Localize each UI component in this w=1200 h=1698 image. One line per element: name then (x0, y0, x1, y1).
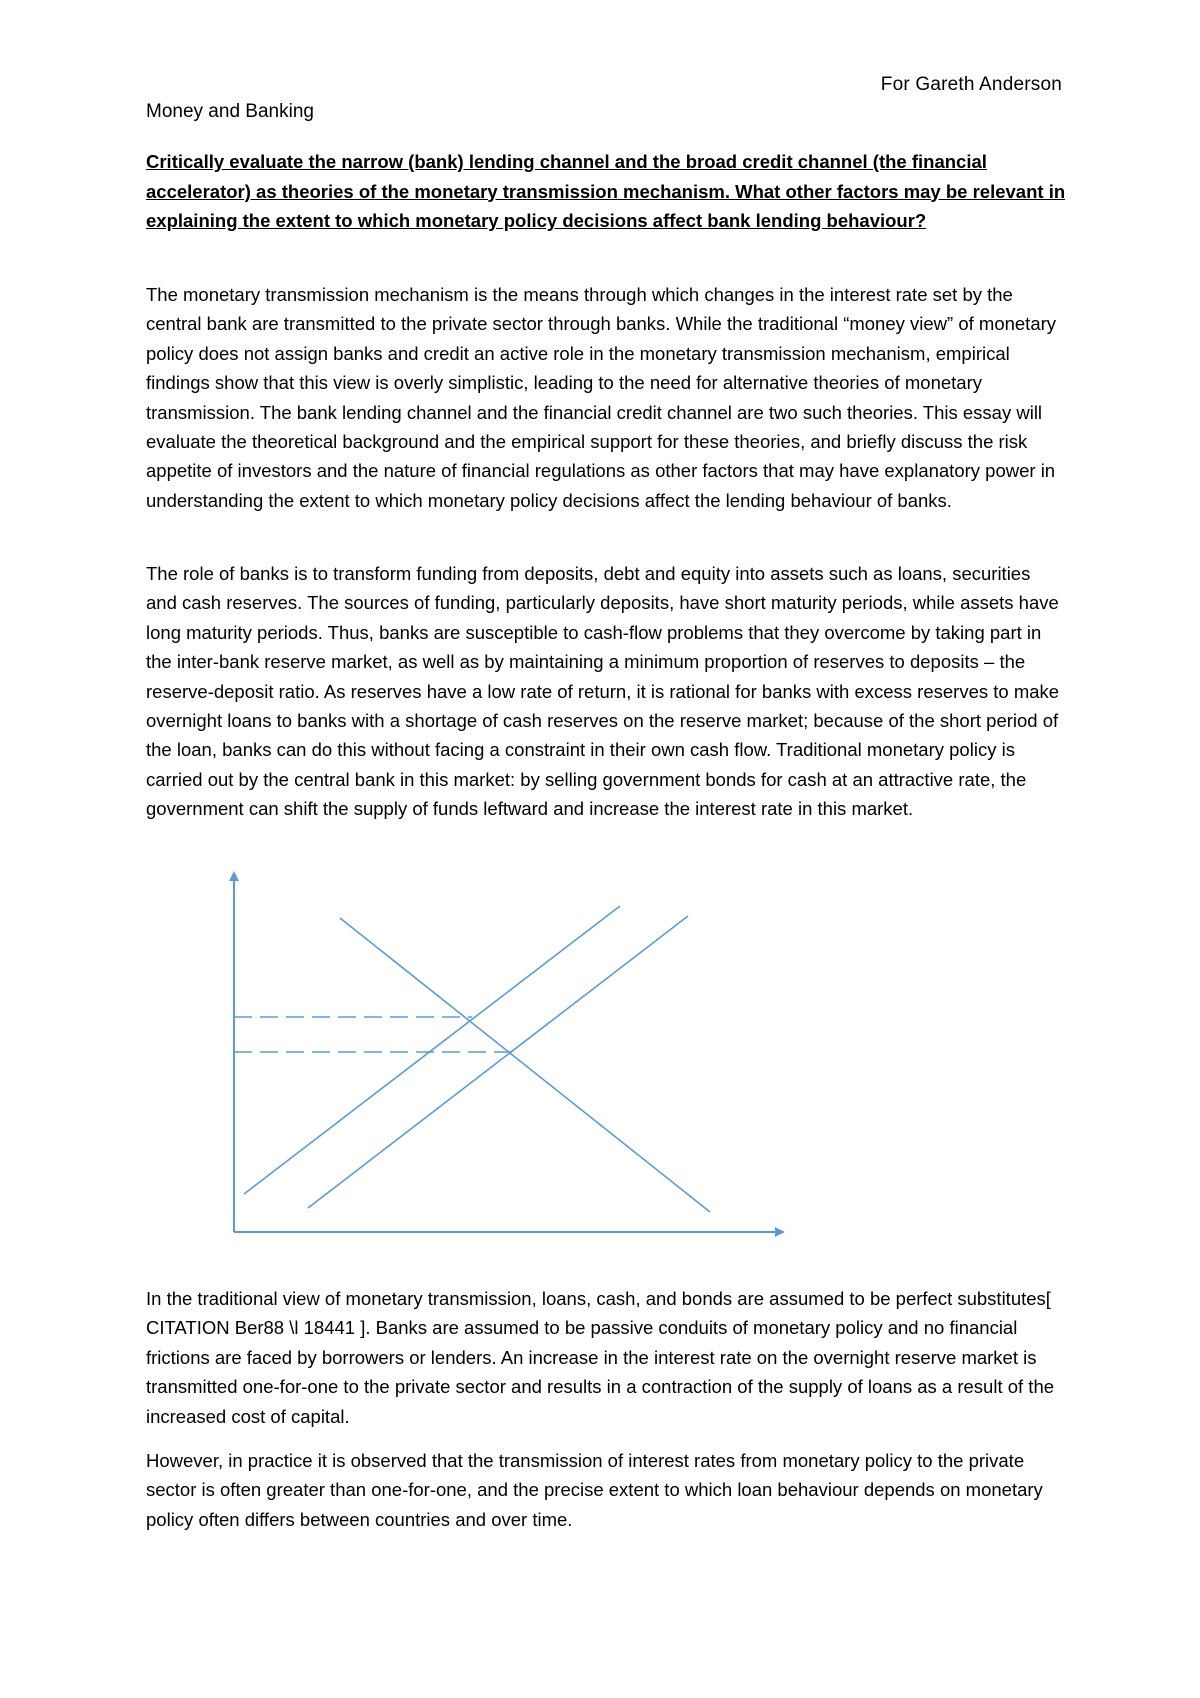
paragraph-1: The monetary transmission mechanism is the means through which changes in the interest rate set by the central bank are transmitted to the private sector through banks. While the traditional “money view” of monetary policy does not assign banks and credit an active role in the monetary transmission mechanism, empirical findings show that this view is overly simplistic, leading to the need for alternative theories of monetary transmission. The bank lending channel and the financial credit channel are two such theories. This essay will evaluate the theoretical background and the empirical support for these theories, and briefly discuss the risk appetite of investors and the nature of financial regulations as other factors that may have explanatory power in understanding the extent to which monetary policy decisions affect the lending behaviour of banks. (146, 284, 1057, 511)
course-title: Money and Banking (146, 101, 314, 122)
supply-demand-diagram (220, 866, 790, 1241)
supply-curve-shifted (244, 906, 620, 1194)
supply-curve-original (308, 916, 688, 1208)
author-line: For Gareth Anderson (880, 74, 1062, 95)
essay-question: Critically evaluate the narrow (bank) lending channel and the broad credit channel (the financial accelerator) as theories of the monetary transmission mechanism. What other factors may be relevant in explaining the extent to which monetary policy decisions affect bank lending behaviour? (146, 151, 1066, 231)
paragraph-4: However, in practice it is observed that the transmission of interest rates from monetary policy to the private sector is often greater than one-for-one, and the precise extent to which loan behaviour depends on monetary policy often differs between countries and over time. (146, 1450, 1043, 1530)
paragraph-2: The role of banks is to transform funding from deposits, debt and equity into assets such as loans, securities and cash reserves. The sources of funding, particularly deposits, have short maturity periods, while assets have long maturity periods. Thus, banks are susceptible to cash-flow problems that they overcome by taking part in the inter-bank reserve market, as well as by maintaining a minimum proportion of reserves to deposits – the reserve-deposit ratio. As reserves have a low rate of return, it is rational for banks with excess reserves to make overnight loans to banks with a shortage of cash reserves on the reserve market; because of the short period of the loan, banks can do this without facing a constraint in their own cash flow. Traditional monetary policy is carried out by the central bank in this market: by selling government bonds for cash at an attractive rate, the government can shift the supply of funds leftward and increase the interest rate in this market. (146, 563, 1060, 820)
paragraph-3: In the traditional view of monetary transmission, loans, cash, and bonds are assumed to be perfect substitutes[ CITATION Ber88 \l 18441 ]. Banks are assumed to be passive conduits of monetary policy and no financial frictions are faced by borrowers or lenders. An increase in the interest rate on the overnight reserve market is transmitted one-for-one to the private sector and results in a contraction of the supply of loans as a result of the increased cost of capital. (146, 1288, 1055, 1427)
demand-curve (340, 918, 710, 1212)
